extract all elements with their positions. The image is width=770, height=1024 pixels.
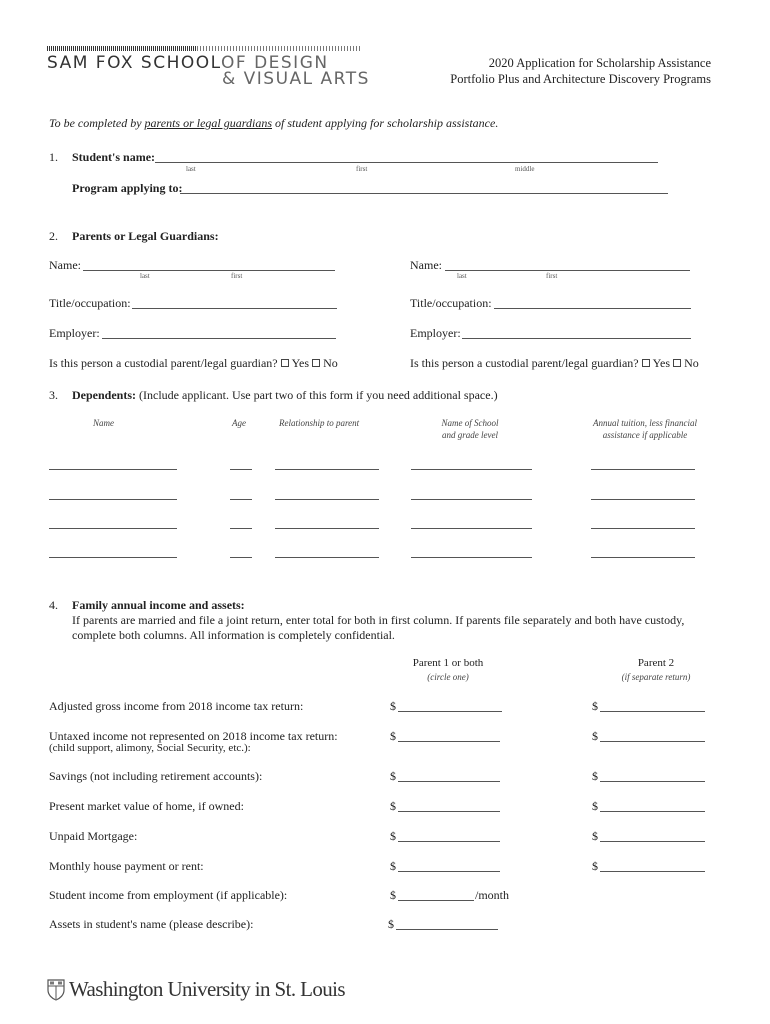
- intro-after: of student applying for scholarship assistance.: [272, 116, 499, 130]
- income-row-label: Adjusted gross income from 2018 income tax return:: [49, 699, 304, 713]
- parent2-custodial: [410, 356, 699, 370]
- per-month-suffix: /month: [475, 888, 510, 902]
- parent1-employer-field[interactable]: [102, 326, 336, 339]
- parent1-amount-field[interactable]: [398, 799, 500, 812]
- parent2-no-checkbox[interactable]: [673, 359, 681, 367]
- dollar-sign: $: [388, 917, 394, 931]
- section4-desc-line2: complete both columns. All information is completely confidential.: [72, 628, 395, 642]
- dollar-sign: $: [592, 799, 598, 813]
- logo-bold-text: SAM FOX SCHOOL: [47, 53, 221, 73]
- dollar-sign: $: [592, 729, 598, 743]
- parent2-title-label: Title/occupation:: [410, 296, 492, 310]
- dependent-name-field[interactable]: [49, 545, 177, 558]
- parent1-sub-last: last: [140, 272, 150, 280]
- parent1-yes-label: Yes: [291, 356, 310, 370]
- parent2-name-label: Name:: [410, 258, 442, 272]
- dependent-tuition-field[interactable]: [591, 457, 695, 470]
- student-name-label: Student's name:: [72, 150, 156, 164]
- student-sub-middle: middle: [515, 165, 535, 173]
- col-age-header: Age: [232, 418, 246, 428]
- dollar-sign: $: [592, 859, 598, 873]
- income-row-label: Unpaid Mortgage:: [49, 829, 138, 843]
- section3-number: 3.: [49, 388, 58, 402]
- parent2-name-field[interactable]: [445, 258, 690, 271]
- logo-light-text: OF DESIGN: [221, 53, 329, 73]
- parent1-title-field[interactable]: [132, 296, 337, 309]
- dollar-sign: $: [390, 769, 396, 783]
- col2-subtitle: (if separate return): [621, 672, 691, 682]
- parent2-sub-first: first: [546, 272, 558, 280]
- section3-note: (Include applicant. Use part two of this form if you need additional space.): [139, 388, 498, 402]
- parent2-yes-checkbox[interactable]: [642, 359, 650, 367]
- dependent-tuition-field[interactable]: [591, 487, 695, 500]
- dependent-school-field[interactable]: [411, 487, 532, 500]
- dependent-name-field[interactable]: [49, 487, 177, 500]
- parent1-custodial: [49, 356, 338, 370]
- col-name-header: Name: [93, 418, 114, 428]
- parent2-title-field[interactable]: [494, 296, 691, 309]
- parent1-amount-field[interactable]: [398, 829, 500, 842]
- dependent-relationship-field[interactable]: [275, 545, 379, 558]
- section3-heading-line: [72, 388, 498, 402]
- student-name-field[interactable]: [155, 150, 658, 163]
- student-sub-first: first: [356, 165, 368, 173]
- section4-heading: Family annual income and assets:: [72, 598, 245, 612]
- income-row-label: Savings (not including retirement accounts):: [49, 769, 263, 783]
- dependent-name-field[interactable]: [49, 516, 177, 529]
- parent1-amount-field[interactable]: [398, 769, 500, 782]
- income-row-label: Present market value of home, if owned:: [49, 799, 244, 813]
- section1-number: 1.: [49, 150, 58, 164]
- section4-desc-line1: If parents are married and file a joint return, enter total for both in first column. If parents file separately and both have custody,: [72, 613, 685, 627]
- dollar-sign: $: [592, 829, 598, 843]
- university-shield-icon: [47, 979, 65, 1001]
- parent2-sub-last: last: [457, 272, 467, 280]
- university-name: Washington University in St. Louis: [69, 977, 345, 1001]
- dollar-sign: $: [592, 769, 598, 783]
- col1-title: Parent 1 or both: [412, 657, 484, 669]
- dependent-age-field[interactable]: [230, 545, 252, 558]
- income-row-label: Assets in student's name (please describe):: [49, 917, 254, 931]
- income-row-label: Student income from employment (if applicable):: [49, 888, 288, 902]
- dependent-name-field[interactable]: [49, 457, 177, 470]
- dependent-relationship-field[interactable]: [275, 457, 379, 470]
- parent2-no-label: No: [684, 356, 699, 370]
- parent1-custodial-question: Is this person a custodial parent/legal guardian?: [49, 356, 278, 370]
- income-row-sublabel: (child support, alimony, Social Security, etc.):: [49, 742, 251, 754]
- dependent-age-field[interactable]: [230, 516, 252, 529]
- parent2-yes-label: Yes: [652, 356, 671, 370]
- program-label: Program applying to:: [72, 181, 183, 195]
- form-title-line1: 2020 Application for Scholarship Assistance: [488, 56, 711, 70]
- program-field[interactable]: [180, 181, 668, 194]
- parent2-amount-field[interactable]: [600, 729, 705, 742]
- parent1-no-label: No: [323, 356, 338, 370]
- parent1-name-label: Name:: [49, 258, 81, 272]
- dependent-age-field[interactable]: [230, 487, 252, 500]
- dependent-school-field[interactable]: [411, 457, 532, 470]
- col-school-header-2: and grade level: [442, 430, 498, 440]
- parent1-yes-checkbox[interactable]: [281, 359, 289, 367]
- section3-heading: Dependents:: [72, 388, 137, 402]
- student-income-field[interactable]: [398, 888, 474, 901]
- dollar-sign: $: [390, 799, 396, 813]
- intro-before: To be completed by: [49, 116, 145, 130]
- student-assets-field[interactable]: [396, 917, 498, 930]
- parent2-amount-field[interactable]: [600, 859, 705, 872]
- dollar-sign: $: [390, 859, 396, 873]
- dollar-sign: $: [390, 699, 396, 713]
- parent1-no-checkbox[interactable]: [312, 359, 320, 367]
- section4-number: 4.: [49, 598, 58, 612]
- parent2-amount-field[interactable]: [600, 699, 705, 712]
- parent2-amount-field[interactable]: [600, 799, 705, 812]
- dependent-relationship-field[interactable]: [275, 516, 379, 529]
- col1-subtitle: (circle one): [427, 672, 469, 682]
- parent2-amount-field[interactable]: [600, 769, 705, 782]
- dependent-age-field[interactable]: [230, 457, 252, 470]
- dependent-relationship-field[interactable]: [275, 487, 379, 500]
- parent1-employer-label: Employer:: [49, 326, 100, 340]
- parent2-employer-label: Employer:: [410, 326, 461, 340]
- parent1-name-field[interactable]: [83, 258, 335, 271]
- parent2-employer-field[interactable]: [462, 326, 691, 339]
- col-tuition-header-2: assistance if applicable: [602, 430, 688, 440]
- dependent-school-field[interactable]: [411, 516, 532, 529]
- parent1-amount-field[interactable]: [398, 699, 502, 712]
- col-tuition-header-1: Annual tuition, less financial: [593, 418, 697, 428]
- dollar-sign: $: [390, 829, 396, 843]
- parent2-custodial-question: Is this person a custodial parent/legal guardian?: [410, 356, 639, 370]
- section2-number: 2.: [49, 229, 58, 243]
- col-relationship-header: Relationship to parent: [279, 418, 360, 428]
- income-row-label: Monthly house payment or rent:: [49, 859, 204, 873]
- student-sub-last: last: [186, 165, 196, 173]
- dependent-tuition-field[interactable]: [591, 516, 695, 529]
- form-title-line2: Portfolio Plus and Architecture Discovery Programs: [450, 72, 711, 86]
- income-row-label: Untaxed income not represented on 2018 income tax return:: [49, 729, 338, 743]
- dollar-sign: $: [592, 699, 598, 713]
- header-rule-dark: [47, 46, 197, 51]
- dollar-sign: $: [390, 888, 396, 902]
- section2-heading: Parents or Legal Guardians:: [72, 229, 219, 243]
- dollar-sign: $: [390, 729, 396, 743]
- parent1-amount-field[interactable]: [398, 859, 500, 872]
- parent2-amount-field[interactable]: [600, 829, 705, 842]
- col-school-header-1: Name of School: [441, 418, 499, 428]
- dependent-school-field[interactable]: [411, 545, 532, 558]
- col2-title: Parent 2: [637, 657, 675, 669]
- intro-underlined: parents or legal guardians: [144, 116, 272, 130]
- parent1-sub-first: first: [231, 272, 243, 280]
- parent1-amount-field[interactable]: [398, 729, 500, 742]
- school-logo-line2: & VISUAL ARTS: [222, 69, 370, 89]
- parent1-title-label: Title/occupation:: [49, 296, 131, 310]
- dependent-tuition-field[interactable]: [591, 545, 695, 558]
- intro-text: [49, 116, 498, 130]
